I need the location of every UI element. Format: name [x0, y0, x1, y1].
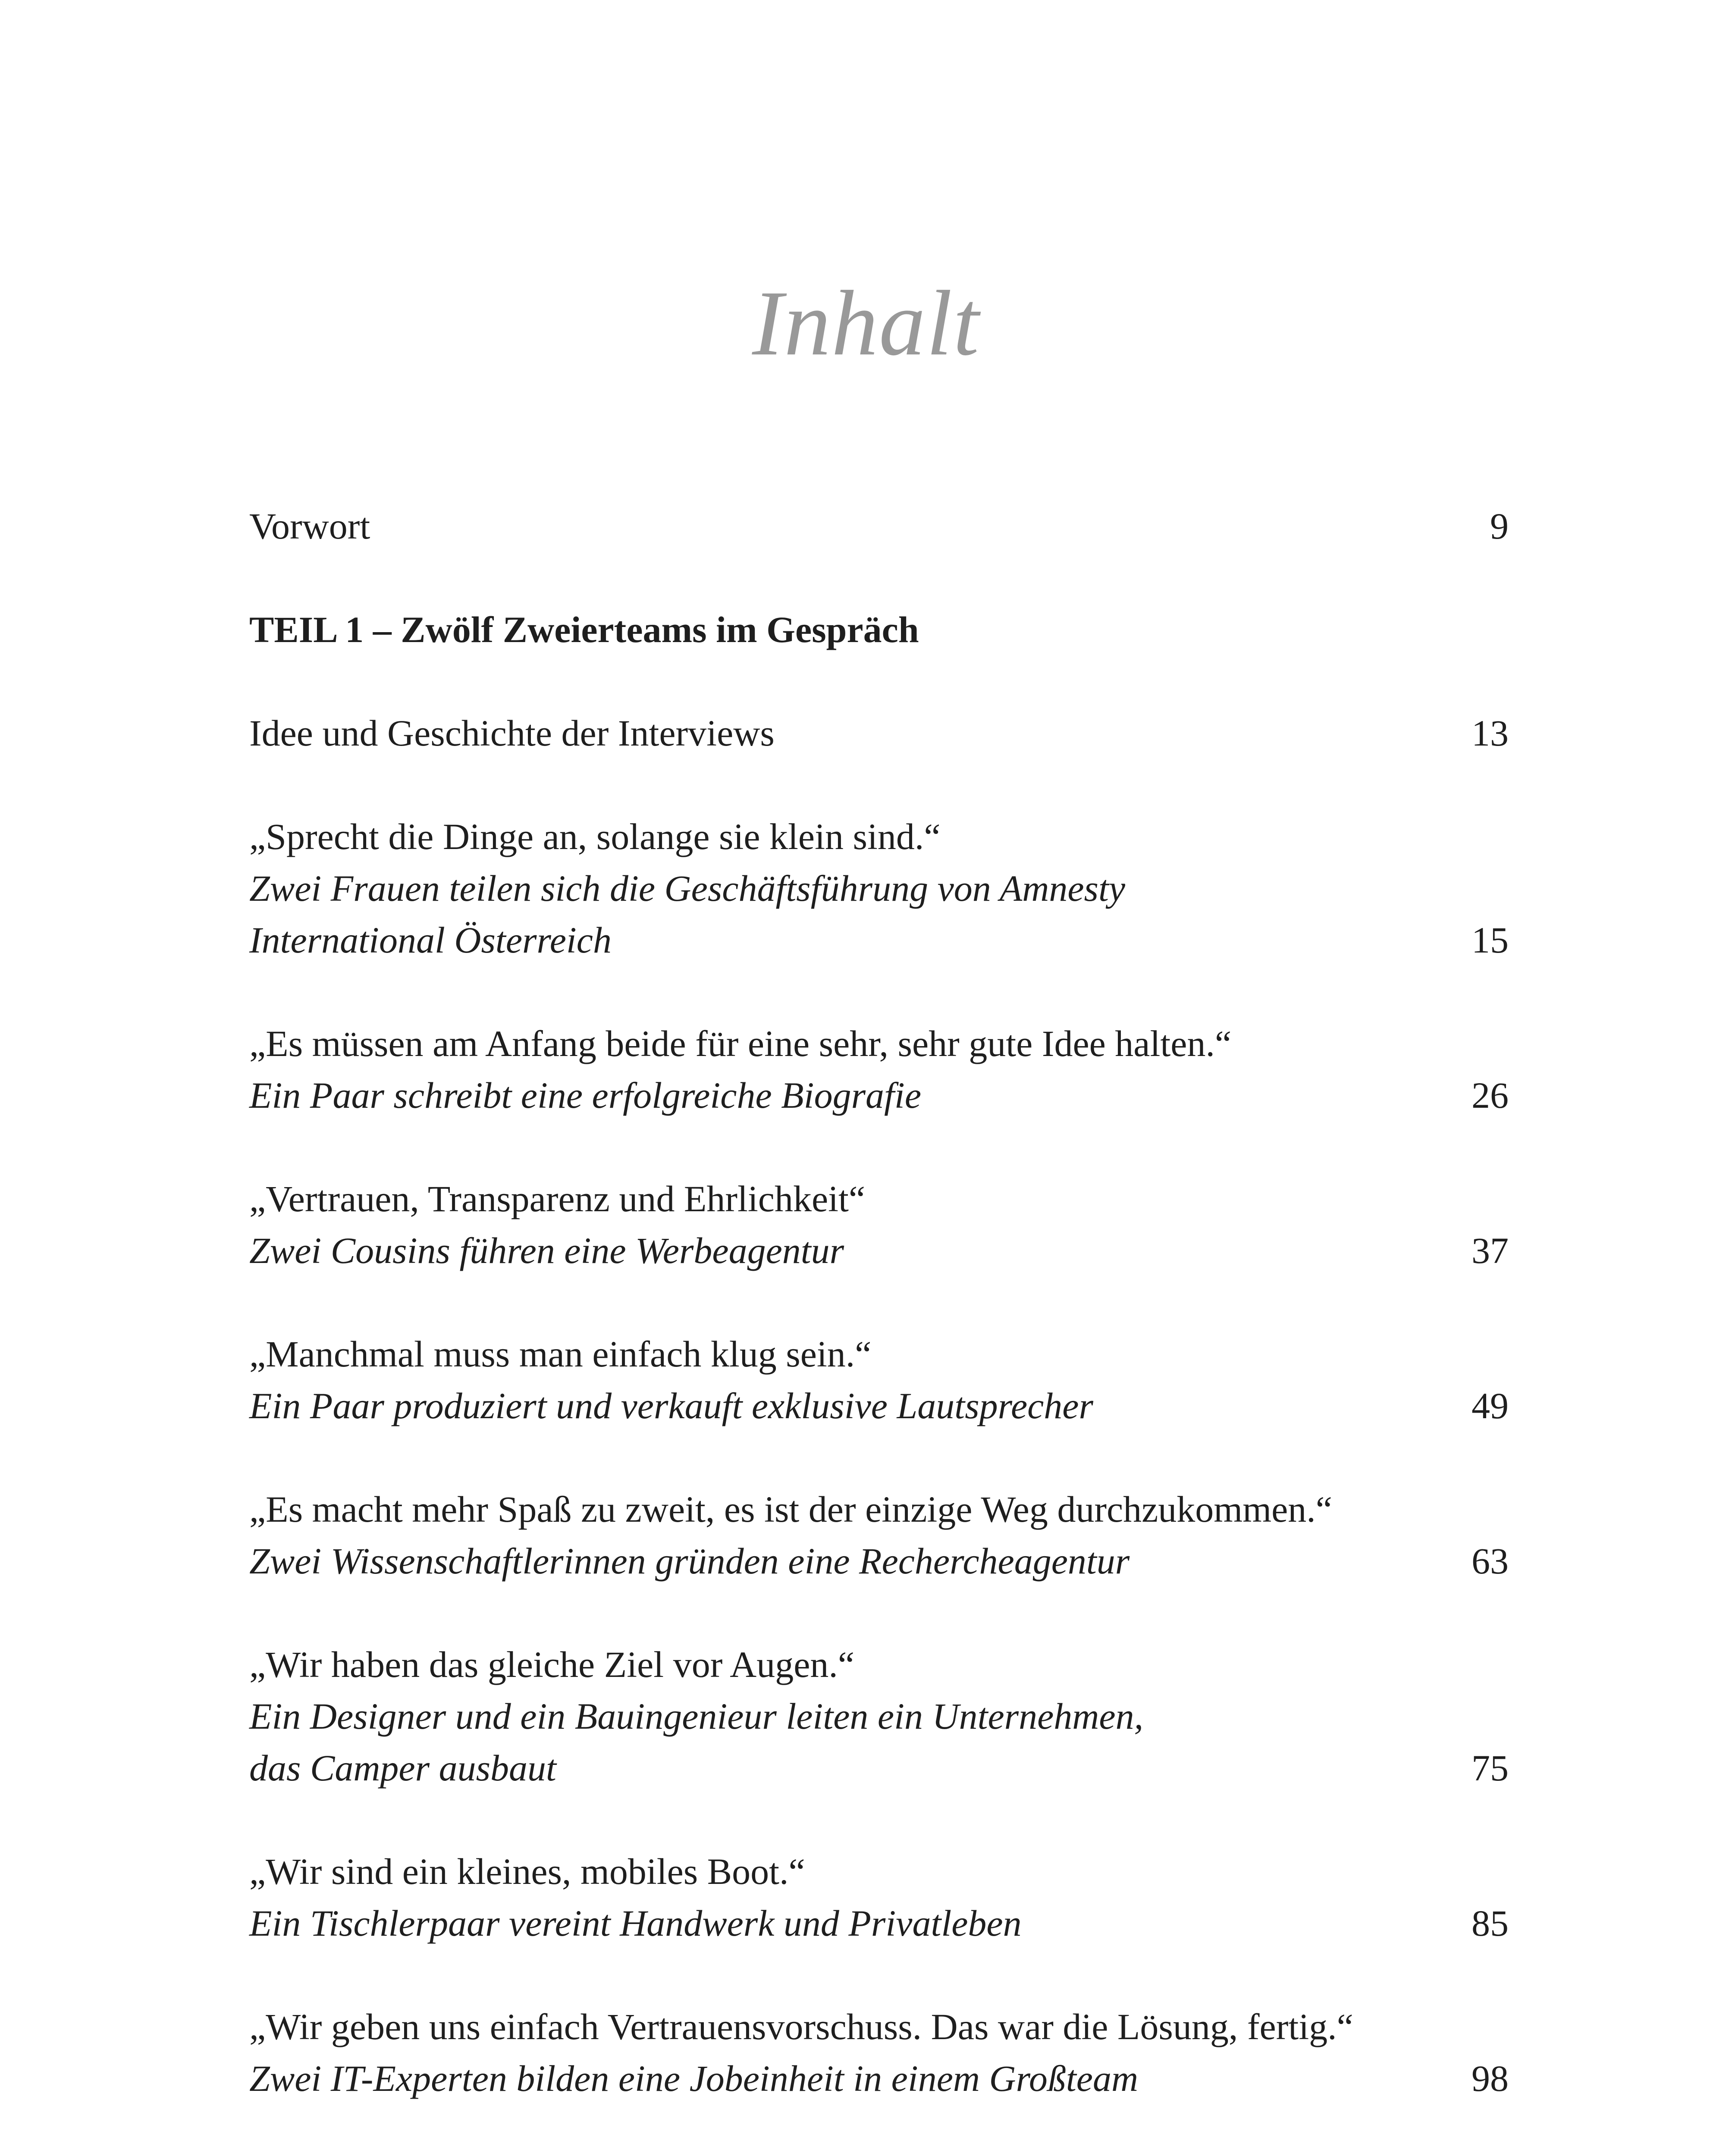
toc-entry-subtitle-continued: International Österreich — [249, 919, 612, 961]
toc-entry-subtitle: Ein Paar produziert und verkauft exklusive Lautsprecher — [249, 1385, 1093, 1426]
page-title: Inhalt — [752, 272, 980, 375]
toc-entry-quote: „Vertrauen, Transparenz und Ehrlichkeit“ — [249, 1178, 866, 1219]
toc-entry-label: Idee und Geschichte der Interviews — [249, 712, 775, 754]
toc-page-number: 37 — [1472, 1230, 1509, 1271]
toc-entry — [249, 1639, 1509, 1794]
toc-entry-quote: „Wir geben uns einfach Vertrauensvorschuss. Das war die Lösung, fertig.“ — [249, 2006, 1353, 2047]
toc-entry-subtitle: Zwei Frauen teilen sich die Geschäftsführung von Amnesty — [249, 868, 1126, 909]
toc-entry-quote: „Wir sind ein kleines, mobiles Boot.“ — [249, 1851, 805, 1892]
toc-entry — [249, 2001, 1509, 2104]
table-of-contents — [249, 500, 1509, 2104]
toc-entry-subtitle: Ein Designer und ein Bauingenieur leiten ein Unternehmen, — [249, 1695, 1144, 1737]
toc-page-number: 13 — [1472, 712, 1509, 754]
toc-entry — [249, 1846, 1509, 1949]
toc-page-number: 75 — [1472, 1747, 1509, 1789]
toc-page-number: 63 — [1472, 1540, 1509, 1582]
toc-entry-subtitle: Ein Paar schreibt eine erfolgreiche Biografie — [249, 1075, 921, 1116]
toc-entry-subtitle: Ein Tischlerpaar vereint Handwerk und Privatleben — [249, 1902, 1022, 1944]
toc-entry — [249, 1173, 1509, 1276]
part-heading: TEIL 1 – Zwölf Zweierteams im Gespräch — [249, 609, 919, 650]
toc-page-number: 49 — [1472, 1385, 1509, 1426]
toc-page-number: 9 — [1490, 505, 1509, 547]
toc-entry-preface — [249, 500, 1509, 552]
toc-entry-subtitle-continued: das Camper ausbaut — [249, 1747, 556, 1789]
toc-entry-subtitle: Zwei IT-Experten bilden eine Jobeinheit in einem Großteam — [249, 2058, 1139, 2099]
toc-entry — [249, 1018, 1509, 1121]
toc-entry-quote: „Es müssen am Anfang beide für eine sehr, sehr gute Idee halten.“ — [249, 1023, 1232, 1064]
toc-entry-subtitle: Zwei Wissenschaftlerinnen gründen eine Rechercheagentur — [249, 1540, 1130, 1582]
toc-entry-quote: „Manchmal muss man einfach klug sein.“ — [249, 1333, 872, 1375]
toc-entry-subtitle: Zwei Cousins führen eine Werbeagentur — [249, 1230, 844, 1271]
toc-entry-quote: „Sprecht die Dinge an, solange sie klein sind.“ — [249, 816, 941, 857]
toc-page-number: 98 — [1472, 2058, 1509, 2099]
toc-entry-label: Vorwort — [249, 505, 370, 547]
toc-entry-quote: „Es macht mehr Spaß zu zweit, es ist der einzige Weg durchzukommen.“ — [249, 1489, 1332, 1530]
toc-entry — [249, 811, 1509, 966]
toc-entry — [249, 1483, 1509, 1587]
toc-entry-quote: „Wir haben das gleiche Ziel vor Augen.“ — [249, 1644, 855, 1685]
toc-entry — [249, 1328, 1509, 1432]
toc-page-number: 85 — [1472, 1902, 1509, 1944]
toc-page-number: 26 — [1472, 1075, 1509, 1116]
toc-entry-idea — [249, 707, 1509, 759]
toc-page-number: 15 — [1472, 919, 1509, 961]
